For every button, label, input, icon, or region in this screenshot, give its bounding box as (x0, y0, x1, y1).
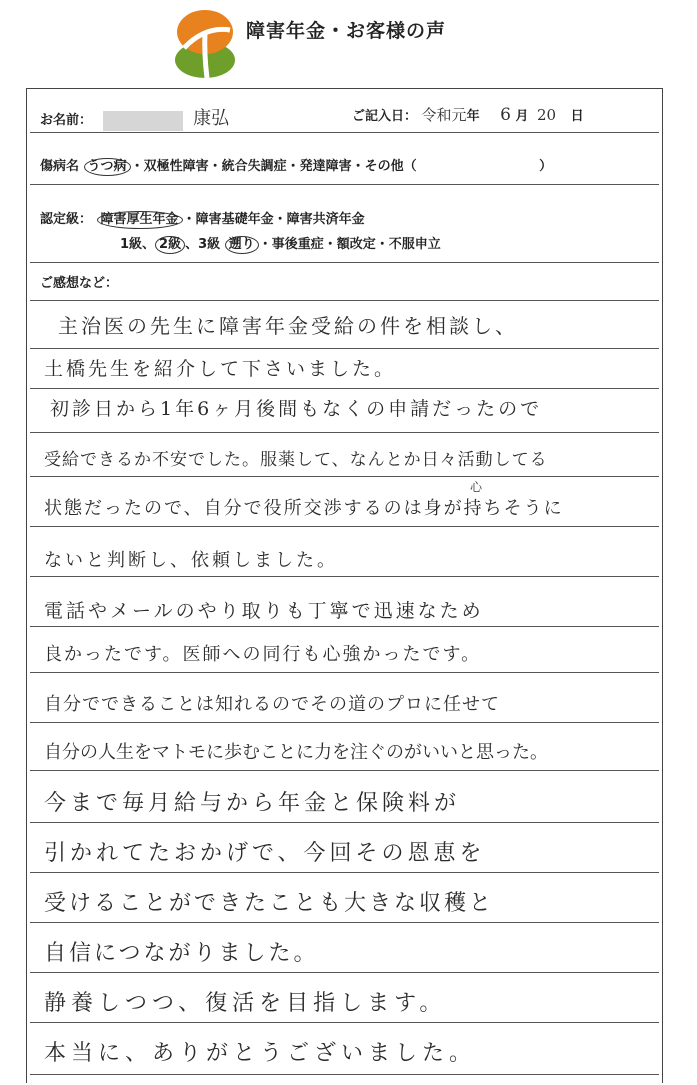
comment-line: 初診日から1年6ヶ月後間もなくの申請だったので (50, 398, 543, 420)
leaf-logo-icon (174, 8, 236, 80)
date-day-label: 日 (570, 109, 584, 124)
ruby-annotation: 心 (470, 480, 483, 494)
comment-line: 受給できるか不安でした。服薬して、なんとか日々活動してる (44, 450, 548, 470)
rule (30, 722, 659, 723)
rule (30, 388, 659, 389)
grade-3: 、3級 (185, 237, 221, 252)
illness-row (40, 155, 552, 176)
rule (30, 770, 659, 771)
impressions-label: ご感想など： (40, 276, 119, 291)
illness-selected: うつ病 (84, 158, 131, 176)
date-month: 6 (500, 105, 511, 125)
grade-row (120, 233, 441, 254)
name-row (40, 104, 229, 131)
redacted-name-block (103, 111, 183, 131)
rule (30, 1022, 659, 1023)
frame-left (26, 88, 27, 1083)
rule (30, 300, 659, 301)
rule (30, 348, 659, 349)
frame-top (26, 88, 663, 89)
comment-line: ないと判断し、依頼しました。 (44, 550, 338, 571)
retro-selected: 遡り (225, 236, 259, 254)
grade-selected: 2級 (155, 236, 185, 254)
date-year-label: 年 (466, 109, 480, 124)
rule (30, 922, 659, 923)
comment-line: 自信につながりました。 (44, 941, 319, 966)
illness-label: 傷病名 (40, 159, 80, 174)
comment-line: 状態だったので、自分で役所交渉するのは身が持ちそうに (44, 498, 564, 519)
page-title: 障害年金・お客様の声 (246, 20, 447, 42)
frame-right (662, 88, 663, 1083)
rule (30, 576, 659, 577)
rule (30, 872, 659, 873)
rule (30, 132, 659, 133)
comment-line: 電話やメールのやり取りも丁寧で迅速なため (44, 600, 484, 622)
name-label: お名前： (40, 113, 93, 128)
comment-line: 自分の人生をマトモに歩むことに力を注ぐのがいいと思った。 (44, 742, 548, 763)
comment-line: 本当に、ありがとうございました。 (44, 1041, 477, 1066)
date-month-label: 月 (515, 109, 529, 124)
comment-line: 今まで毎月給与から年金と保険料が (44, 791, 461, 816)
comment-line: 主治医の先生に障害年金受給の件を相談し、 (58, 314, 518, 338)
comment-line: 自分でできることは知れるのでその道のプロに任せて (44, 694, 500, 715)
rule (30, 432, 659, 433)
rule (30, 476, 659, 477)
cert-row (40, 208, 365, 229)
rule (30, 672, 659, 673)
rule (30, 972, 659, 973)
illness-options: ・双極性障害・統合失調症・発達障害・その他（ (130, 159, 417, 174)
name-value: 康弘 (193, 108, 230, 129)
rule (30, 262, 659, 263)
rule (30, 184, 659, 185)
comment-line: 良かったです。医師への同行も心強かったです。 (44, 644, 482, 665)
date-day: 20 (537, 106, 557, 124)
comment-line: 静養しつつ、復活を目指します。 (44, 991, 447, 1016)
rule (30, 822, 659, 823)
grade-rest: ・事後重症・額改定・不服申立 (258, 237, 441, 252)
comment-line: 土橋先生を紹介して下さいました。 (44, 358, 397, 380)
comment-line: 受けることができたことも大きな収穫と (44, 891, 495, 916)
comment-line: 引かれてたおかげで、今回その恩恵を (44, 841, 486, 866)
rule (30, 526, 659, 527)
date-label: ご記入日： (352, 109, 418, 124)
cert-label: 認定級： (40, 212, 93, 227)
cert-selected: 障害厚生年金 (97, 211, 183, 229)
date-row (352, 104, 584, 125)
illness-close: ） (539, 159, 553, 174)
date-era: 令和元 (421, 106, 467, 124)
rule (30, 626, 659, 627)
rule (30, 1074, 659, 1075)
grade-1: 1級、 (120, 237, 156, 252)
cert-options: ・障害基礎年金・障害共済年金 (182, 212, 365, 227)
